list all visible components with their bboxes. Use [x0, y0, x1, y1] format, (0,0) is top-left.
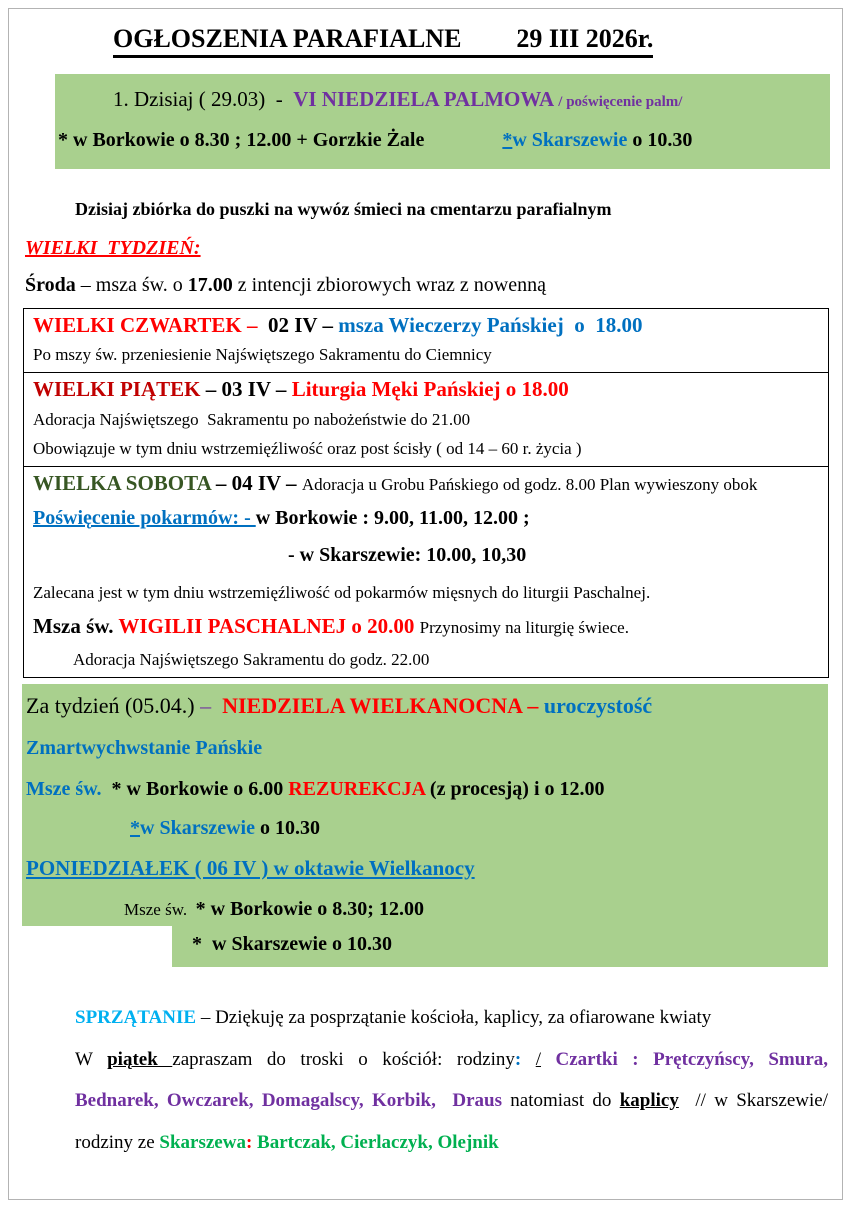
text-segment: Bednarek, Owczarek, Domagalscy, Korbik, Draus	[75, 1090, 502, 1112]
table-row-friday	[24, 372, 828, 465]
text-segment: Msze św.	[26, 777, 102, 800]
text-segment: zapraszam do troski o kościół: rodziny	[172, 1048, 515, 1070]
text-segment: Po mszy św. przeniesienie Najświętszego Sakramentu do Ciemnicy	[33, 345, 492, 365]
text-segment: Skarszewa	[159, 1132, 246, 1154]
cleaning-families-line-3	[75, 1132, 828, 1155]
thursday-title	[33, 312, 819, 338]
text-segment: Za tydzień (05.04.)	[26, 693, 201, 719]
text-segment: Zmartwychwstanie Pańskie	[26, 736, 263, 759]
wednesday-line	[25, 273, 851, 298]
text-segment: VI NIEDZIELA PALMOWA	[293, 86, 559, 111]
title-row	[0, 24, 851, 58]
cleaning-families-line-1	[75, 1049, 828, 1072]
thursday-note	[33, 342, 819, 367]
text-segment: Dzisiaj zbiórka do puszki na wywóz śmieci na cmentarzu parafialnym	[75, 199, 612, 220]
text-segment: PONIEDZIAŁEK ( 06 IV ) w oktawie Wielkanocy	[26, 855, 475, 880]
text-segment: * w Borkowie o 8.30; 12.00	[195, 897, 424, 920]
easter-heading	[22, 692, 828, 720]
text-segment: –	[200, 693, 217, 719]
text-segment: – 04 IV –	[215, 470, 302, 495]
saturday-adoration-note	[33, 647, 819, 672]
text-segment: –	[521, 693, 544, 719]
easter-masses-borkowo	[22, 777, 828, 802]
cleaning-thanks-line	[75, 1007, 828, 1030]
text-segment: w Skarszewie	[140, 816, 255, 839]
text-segment: // w Skarszewie/	[678, 1090, 828, 1112]
cleaning-section	[75, 1007, 828, 1155]
friday-note-fasting	[33, 436, 819, 461]
text-segment: rodziny ze	[75, 1132, 160, 1154]
text-segment: / poświęcenie palm/	[558, 93, 683, 110]
friday-note-adoration	[33, 407, 819, 432]
text-segment: :	[514, 1048, 522, 1070]
easter-masses-skarszewy	[22, 816, 828, 841]
text-segment: Adoracja Najświętszego Sakramentu do godz. 22.00	[73, 650, 430, 670]
masses-borkowo	[58, 128, 424, 153]
holy-week-schedule-table	[23, 308, 829, 678]
table-row-thursday	[24, 309, 828, 372]
text-segment: –	[322, 313, 339, 338]
text-segment: 02 IV	[262, 313, 323, 338]
cleaning-families-line-2	[75, 1090, 828, 1113]
text-segment: Bartczak, Cierlaczyk, Olejnik	[252, 1132, 499, 1154]
text-segment: Środa	[25, 274, 76, 297]
text-segment: 1. Dzisiaj ( 29.03) -	[113, 86, 294, 111]
text-segment: Obowiązuje w tym dniu wstrzemięźliwość oraz post ścisły ( od 14 – 60 r. życia )	[33, 438, 582, 458]
palm-sunday-masses	[55, 128, 830, 153]
page-title	[113, 24, 653, 58]
text-segment: Zalecana jest w tym dniu wstrzemięźliwość od pokarmów mięsnych do liturgii Paschalnej.	[33, 582, 651, 602]
text-segment: WIELKA SOBOTA	[33, 470, 216, 495]
text-segment	[541, 1049, 556, 1070]
title-text: OGŁOSZENIA PARAFIALNE	[113, 24, 462, 53]
text-segment: /	[535, 1048, 542, 1070]
monday-masses-skarszewy	[172, 932, 828, 957]
text-segment: Poświęcenie pokarmów: -	[33, 506, 256, 529]
text-segment: o 10.30	[254, 816, 320, 839]
text-segment: * w Borkowie o 8.30 ; 12.00 + Gorzkie Żale	[58, 129, 425, 152]
text-segment: Msza św.	[33, 613, 119, 638]
text-segment: uroczystość	[543, 693, 653, 719]
holy-week-heading	[25, 236, 851, 261]
text-segment	[521, 1049, 536, 1070]
text-segment: * w Borkowie o 6.00	[101, 777, 289, 800]
easter-block-strip	[172, 926, 828, 967]
text-segment: WIGILII PASCHALNEJ o 20.00	[118, 613, 420, 638]
text-segment: Msze św.	[124, 899, 196, 919]
text-segment: w Borkowie : 9.00, 11.00, 12.00 ;	[255, 506, 530, 529]
text-segment: o 10.30	[627, 129, 693, 152]
text-segment: Adoracja Najświętszego Sakramentu po nabożeństwie do 21.00	[33, 409, 471, 429]
text-segment: WIELKI CZWARTEK –	[33, 313, 263, 338]
text-segment: piątek	[107, 1048, 173, 1070]
text-segment: *	[130, 816, 140, 839]
table-row-saturday	[24, 466, 828, 678]
text-segment: - w Skarszewie: 10.00, 10,30	[288, 543, 527, 566]
text-segment: SPRZĄTANIE	[75, 1006, 197, 1028]
text-segment: – msza św. o	[75, 274, 188, 297]
saturday-blessing-borkowo	[33, 506, 819, 531]
monday-masses-borkowo	[22, 897, 828, 922]
masses-skarszewy	[502, 128, 692, 153]
palm-sunday-block	[55, 74, 830, 169]
palm-sunday-heading	[55, 86, 830, 112]
text-segment: *	[502, 129, 513, 152]
text-segment: – Dziękuję za posprzątanie kościoła, kaplicy, za ofiarowane kwiaty	[196, 1006, 712, 1028]
saturday-blessing-skarszewy	[33, 543, 819, 568]
easter-subtitle	[22, 736, 828, 761]
text-segment: Czartki : Prętczyńscy, Smura,	[555, 1048, 828, 1070]
saturday-vigil-line	[33, 613, 819, 639]
text-segment: Przynosimy na liturgię świece.	[419, 617, 629, 637]
easter-block	[22, 684, 828, 926]
text-segment: kaplicy	[619, 1090, 679, 1112]
text-segment: Liturgia Męki Pańskiej o 18.00	[291, 377, 569, 402]
text-segment: * w Skarszewie o 10.30	[192, 932, 392, 955]
saturday-fasting-note	[33, 580, 819, 605]
text-segment: natomiast do	[502, 1090, 620, 1112]
friday-title	[33, 376, 819, 402]
saturday-title	[33, 470, 819, 496]
text-segment: msza Wieczerzy Pańskiej o 18.00	[338, 313, 643, 338]
title-date: 29 III 2026r.	[516, 24, 654, 53]
collection-notice	[75, 197, 851, 222]
text-segment: z intencji zbiorowych wraz z nowenną	[232, 274, 546, 297]
text-segment: 17.00	[187, 274, 233, 297]
text-segment: w Skarszewie	[512, 129, 628, 152]
text-segment: – 03 IV –	[200, 377, 292, 402]
text-segment: REZUREKCJA	[288, 777, 425, 800]
text-segment: Adoracja u Grobu Pańskiego od godz. 8.00 Plan wywieszony obok	[301, 474, 758, 494]
text-segment: NIEDZIELA WIELKANOCNA	[216, 693, 522, 719]
text-segment: WIELKI PIĄTEK	[33, 377, 201, 402]
text-segment: W	[75, 1048, 108, 1070]
text-segment: (z procesją) i o 12.00	[424, 777, 605, 800]
easter-monday-heading	[22, 855, 828, 881]
text-segment: :	[245, 1132, 253, 1154]
text-segment: WIELKI TYDZIEŃ:	[25, 237, 201, 260]
